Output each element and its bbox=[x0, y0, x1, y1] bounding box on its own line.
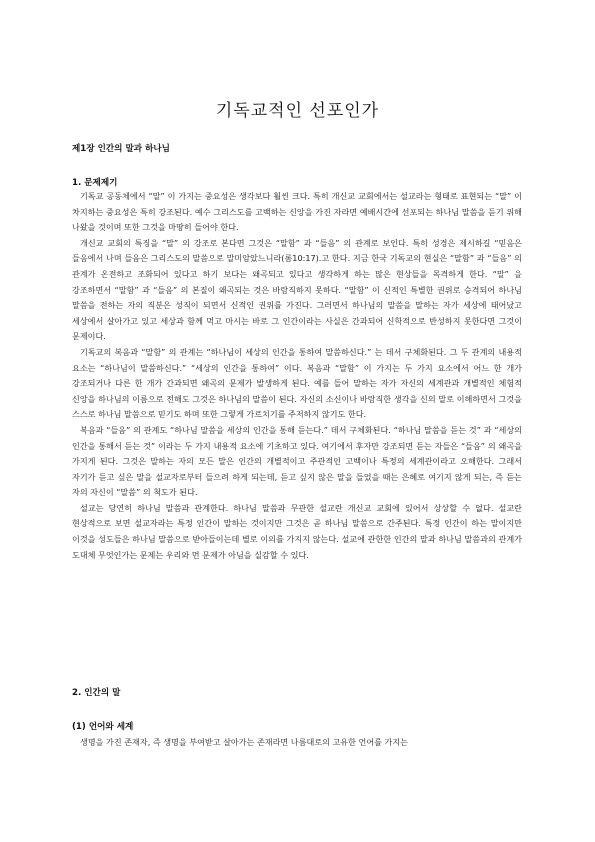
paragraph: 기독교의 복음과 “말함” 의 관계는 “하나님이 세상의 인간을 통하여 말씀하신다.” 는 데서 구체화된다. 그 두 관계의 내용적 요소는 “하나님이 말씀하신다.” “세상의 인간을 통하여” 이다. 복음과 “말함” 이 가지는 두 가지 요소에서 어느 한 개가 강조되거나 다른 한 개가 간과되면 왜곡의 문제가 발생하게 된다. 예를 들어 말하는 자가 자신의 세계관과 개별적인 체험적 신앙을 하나님의 이름으로 전해도 그것은 하나님의 말씀이 된다. 자신의 소신이나 바람직한 생각을 신의 말로 이해하면서 그것을 스스로 하나님 말씀으로 믿기도 하며 또한 그렇게 가르치기를 주저하지 않기도 한다. bbox=[72, 346, 522, 420]
section-body-problem bbox=[72, 189, 522, 563]
paragraph: 복음과 “들음” 의 관계도 “하나님 말씀을 세상의 인간을 통해 듣는다.” 데서 구체화된다. “하나님 말씀을 듣는 것” 과 “세상의 인간을 통해서 듣는 것” 이라는 두 가지 내용적 요소에 기초하고 있다. 여기에서 후자만 강조되면 듣는 자들은 “들음” 의 왜곡을 가지게 된다. 그것은 말하는 자의 모든 말은 인간의 개별적이고 주관적인 고백이나 특정의 세계관이라고 오해한다. 그래서 자기가 듣고 싶은 말을 설교자로부터 들으려 하게 되는데, 듣고 싶지 않은 말을 들었을 때는 은혜로 여기지 않게 되는, 즉 듣는 자의 자신이 “말씀” 의 척도가 된다. bbox=[72, 424, 522, 498]
paragraph: 개신교 교회의 특징을 “말” 의 강조로 본다면 그것은 “말함” 과 “들음” 의 관계로 보인다. 특히 성경은 제시하길 “믿음은 들음에서 나며 들음은 그리스도의 말씀으로 말미암았느니라(롬10:17).고 한다. 지금 한국 기독교의 현실은 “말함” 과 “들음” 의 관계가 온전하고 조화되어 있다고 하기 보다는 왜곡되고 있다고 생각하게 하는 많은 현상들을 목격하게 한다. “말” 을 강조하면서 “말함” 과 “들음” 의 본질이 왜곡되는 것은 바람직하지 못하다. “말함” 이 신적인 특별한 권위로 승격되어 하나님 말씀을 전하는 자의 직분은 성직이 되면서 신적인 권위를 가진다. 그러면서 하나님의 말씀을 말하는 자가 세상에 태어났고 세상에서 살아가고 있고 세상과 함께 먹고 마시는 바로 그 인간이라는 사실은 간과되어 신학적으로 반성하지 못한다면 그것이 문제이다. bbox=[72, 237, 522, 342]
document-title: 기독교적인 선포인가 bbox=[215, 101, 380, 121]
subsection-heading-language-world: (1) 언어와 세계 bbox=[72, 722, 134, 732]
paragraph: 설교는 당연히 하나님 말씀과 관계한다. 하나님 말씀과 무관한 설교란 개신교 교회에 있어서 상상할 수 없다. 설교란 현상적으로 보면 설교자라는 특정 인간이 말하는 것이지만 그것은 곧 하나님 말씀으로 간주된다. 특정 인간이 하는 말이지만 이것을 성도들은 하나님 말씀으로 받아들이는데 별로 이의를 가지지 않는다. 설교에 관한한 인간의 말과 하나님 말씀과의 관계가 도대체 무엇인가는 문제는 우리와 먼 문제가 아님을 실감할 수 있다. bbox=[72, 502, 522, 560]
section-heading-problem: 1. 문제제기 bbox=[72, 178, 118, 188]
section-heading-human-speech: 2. 인간의 말 bbox=[72, 688, 121, 698]
paragraph: 생명을 가진 존재자, 즉 생명을 부여받고 살아가는 존재라면 나름대로의 고유한 언어를 가지는 bbox=[80, 737, 408, 747]
paragraph: 기독교 공동체에서 “말” 이 가지는 중요성은 생각보다 훨씬 크다. 특히 개신교 교회에서는 설교라는 형태로 표현되는 “말” 이 차지하는 중요성은 특히 강조된다. 예수 그리스도를 고백하는 신앙을 가진 자라면 예배시간에 선포되는 하나님 말씀을 듣기 위해 나왔을 것이며 또한 그것을 마땅히 들어야 한다. bbox=[72, 191, 522, 233]
chapter-heading: 제1장 인간의 말과 하나님 bbox=[72, 144, 170, 154]
section-body-language-world bbox=[72, 735, 522, 751]
